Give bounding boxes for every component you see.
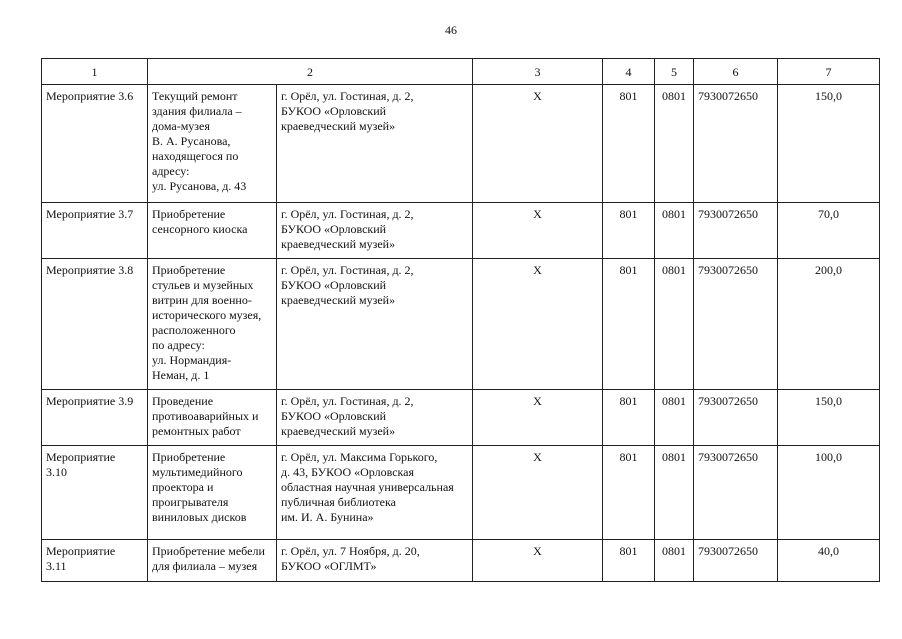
header-col-2: 2 xyxy=(148,59,473,85)
header-row xyxy=(42,59,880,85)
activity-name: Текущий ремонт здания филиала – дома-музея В. А. Русанова, находящегося по адресу: ул. Русанова, д. 43 xyxy=(148,85,277,203)
cell-col-3: X xyxy=(473,390,603,446)
header-col-7: 7 xyxy=(778,59,880,85)
activity-id: Мероприятие 3.8 xyxy=(42,259,148,390)
cell-col-6: 7930072650 xyxy=(694,540,778,582)
activity-id: Мероприятие 3.10 xyxy=(42,446,148,540)
activity-name: Приобретение мебели для филиала – музея xyxy=(148,540,277,582)
table-row xyxy=(42,540,880,582)
header-col-3: 3 xyxy=(473,59,603,85)
cell-col-5: 0801 xyxy=(655,259,694,390)
header-col-4: 4 xyxy=(603,59,655,85)
activity-name: Приобретение мультимедийного проектора и проигрывателя виниловых дисков xyxy=(148,446,277,540)
cell-col-6: 7930072650 xyxy=(694,390,778,446)
table-row xyxy=(42,85,880,203)
activity-id: Мероприятие 3.7 xyxy=(42,203,148,259)
table-row xyxy=(42,203,880,259)
table-row xyxy=(42,446,880,540)
cell-col-6: 7930072650 xyxy=(694,259,778,390)
cell-col-3: X xyxy=(473,259,603,390)
header-col-1: 1 xyxy=(42,59,148,85)
activity-address: г. Орёл, ул. 7 Ноября, д. 20, БУКОО «ОГЛМТ» xyxy=(277,540,473,582)
table-row xyxy=(42,259,880,390)
header-col-5: 5 xyxy=(655,59,694,85)
cell-col-6: 7930072650 xyxy=(694,446,778,540)
activity-address: г. Орёл, ул. Гостиная, д. 2, БУКОО «Орловский краеведческий музей» xyxy=(277,390,473,446)
cell-col-3: X xyxy=(473,203,603,259)
activity-name: Проведение противоаварийных и ремонтных работ xyxy=(148,390,277,446)
activity-address: г. Орёл, ул. Гостиная, д. 2, БУКОО «Орловский краеведческий музей» xyxy=(277,259,473,390)
cell-col-4: 801 xyxy=(603,203,655,259)
table-row xyxy=(42,390,880,446)
cell-col-5: 0801 xyxy=(655,446,694,540)
activity-id: Мероприятие 3.9 xyxy=(42,390,148,446)
cell-col-7: 40,0 xyxy=(778,540,880,582)
cell-col-4: 801 xyxy=(603,540,655,582)
cell-col-7: 70,0 xyxy=(778,203,880,259)
page-number: 46 xyxy=(445,23,457,37)
header-col-6: 6 xyxy=(694,59,778,85)
cell-col-3: X xyxy=(473,446,603,540)
cell-col-6: 7930072650 xyxy=(694,85,778,203)
budget-table xyxy=(41,58,880,582)
cell-col-7: 150,0 xyxy=(778,390,880,446)
activity-address: г. Орёл, ул. Максима Горького, д. 43, БУКОО «Орловская областная научная универсальная публичная библиотека им. И. А. Бунина» xyxy=(277,446,473,540)
cell-col-7: 150,0 xyxy=(778,85,880,203)
cell-col-5: 0801 xyxy=(655,85,694,203)
cell-col-5: 0801 xyxy=(655,390,694,446)
cell-col-5: 0801 xyxy=(655,203,694,259)
activity-name: Приобретение сенсорного киоска xyxy=(148,203,277,259)
cell-col-3: X xyxy=(473,540,603,582)
cell-col-3: X xyxy=(473,85,603,203)
activity-address: г. Орёл, ул. Гостиная, д. 2, БУКОО «Орловский краеведческий музей» xyxy=(277,203,473,259)
cell-col-4: 801 xyxy=(603,390,655,446)
cell-col-5: 0801 xyxy=(655,540,694,582)
cell-col-7: 100,0 xyxy=(778,446,880,540)
cell-col-6: 7930072650 xyxy=(694,203,778,259)
activity-address: г. Орёл, ул. Гостиная, д. 2, БУКОО «Орловский краеведческий музей» xyxy=(277,85,473,203)
activity-id: Мероприятие 3.6 xyxy=(42,85,148,203)
cell-col-4: 801 xyxy=(603,446,655,540)
cell-col-7: 200,0 xyxy=(778,259,880,390)
cell-col-4: 801 xyxy=(603,85,655,203)
activity-id: Мероприятие 3.11 xyxy=(42,540,148,582)
cell-col-4: 801 xyxy=(603,259,655,390)
activity-name: Приобретение стульев и музейных витрин для военно- исторического музея, расположенного по адресу: ул. Нормандия- Неман, д. 1 xyxy=(148,259,277,390)
